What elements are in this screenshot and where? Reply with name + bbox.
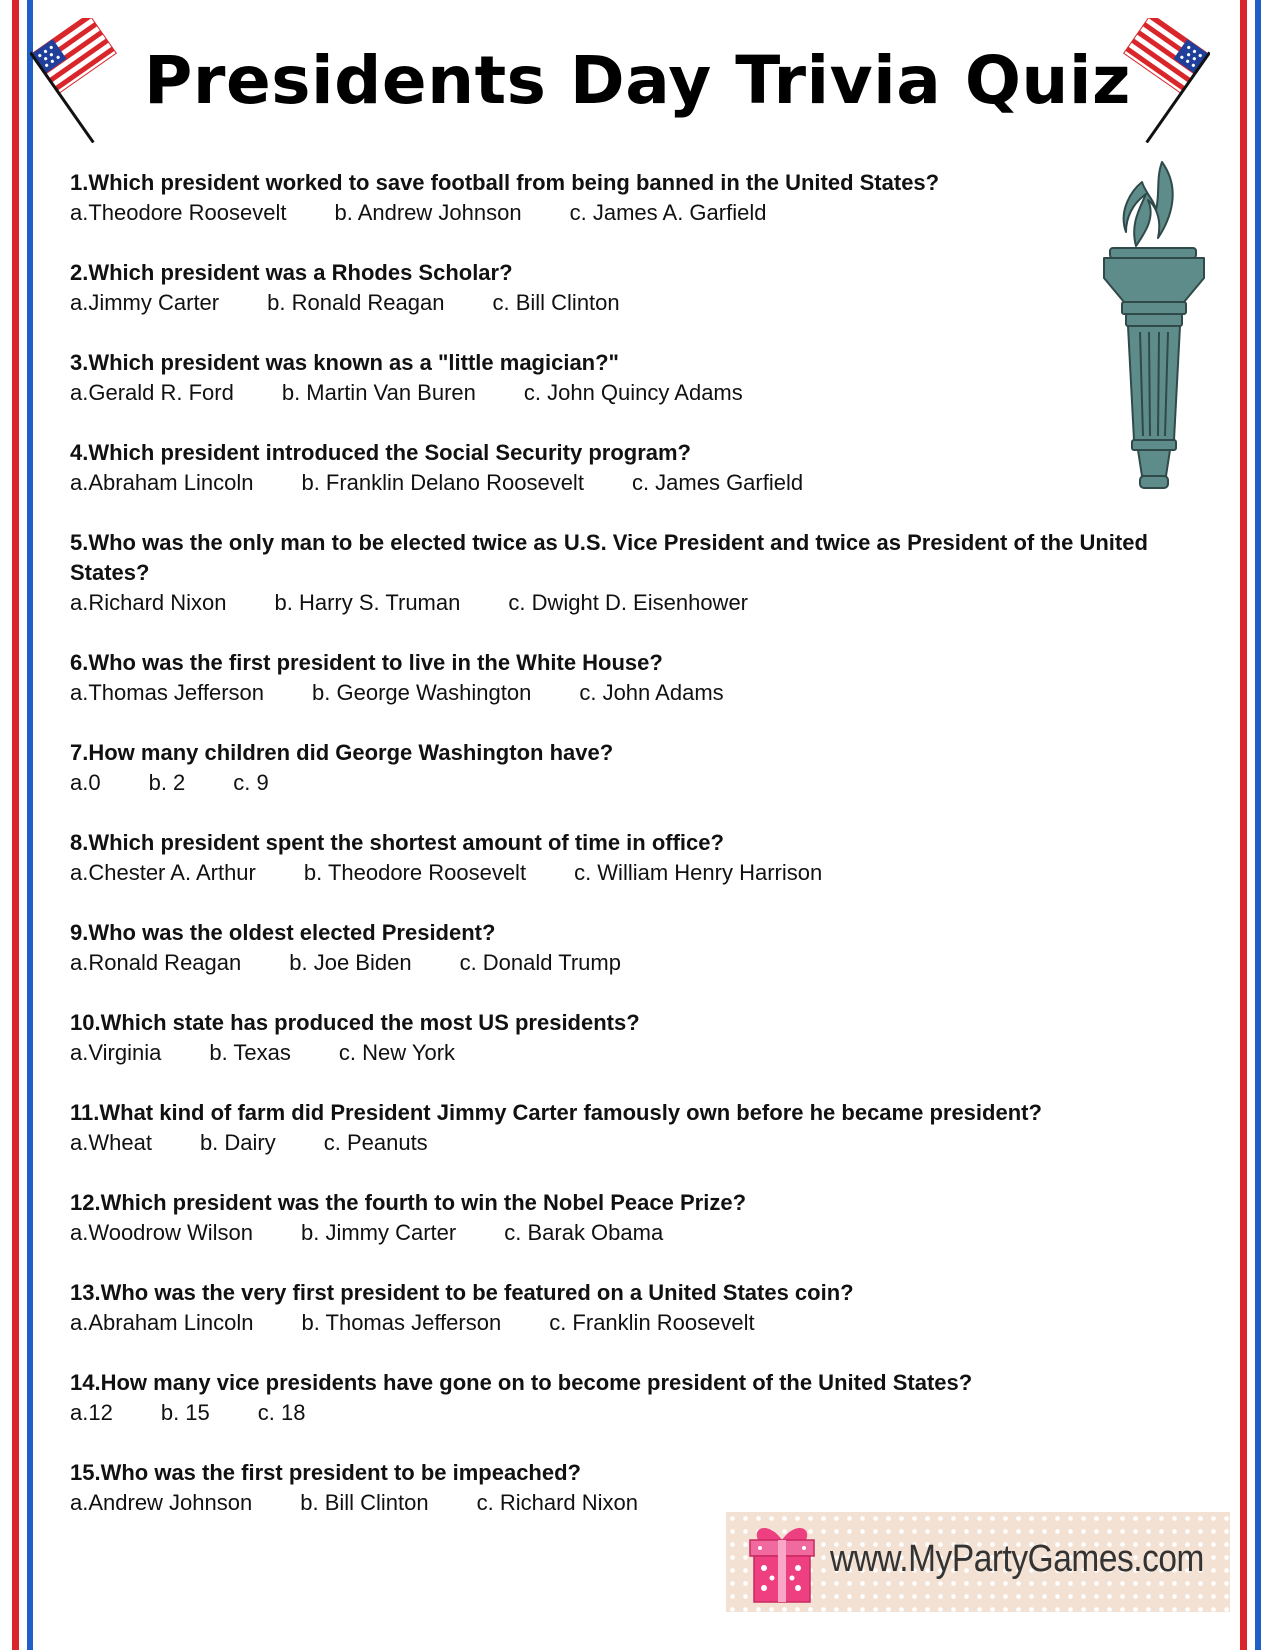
option-b: b. Andrew Johnson	[334, 200, 522, 225]
option-b: b. Joe Biden	[289, 950, 412, 975]
question-text: 9.Who was the oldest elected President?	[70, 920, 496, 945]
option-a: a.Wheat	[70, 1130, 152, 1155]
question-item	[70, 918, 1230, 978]
option-a: a.Chester A. Arthur	[70, 860, 256, 885]
question-item	[70, 738, 1230, 798]
option-b: b. Franklin Delano Roosevelt	[301, 470, 584, 495]
website-banner[interactable]	[726, 1512, 1230, 1612]
option-c: c. 18	[257, 1400, 306, 1425]
option-b: b. Ronald Reagan	[267, 290, 445, 315]
option-c: c. James Garfield	[631, 470, 804, 495]
option-a: a.Jimmy Carter	[70, 290, 220, 315]
question-item	[70, 438, 1230, 498]
option-c: c. John Adams	[579, 680, 724, 705]
right-blue-stripe	[1255, 0, 1261, 1650]
option-a: a.Abraham Lincoln	[70, 1310, 254, 1335]
option-b: b. Jimmy Carter	[301, 1220, 457, 1245]
question-text: 4.Which president introduced the Social Security program?	[70, 440, 691, 465]
question-item	[70, 1188, 1230, 1248]
us-flag-icon	[1100, 18, 1210, 143]
question-item	[70, 648, 1230, 708]
option-a: a.Thomas Jefferson	[70, 680, 265, 705]
question-item	[70, 1098, 1230, 1158]
left-white-stripe	[19, 0, 27, 1650]
question-item	[70, 528, 1230, 618]
website-link[interactable]: www.MyPartyGames.com	[830, 1538, 1204, 1580]
question-item	[70, 1368, 1230, 1428]
option-a: a.Woodrow Wilson	[70, 1220, 253, 1245]
option-b: b. Theodore Roosevelt	[303, 860, 527, 885]
option-c: c. Richard Nixon	[476, 1490, 639, 1515]
question-text: 7.How many children did George Washington have?	[70, 740, 614, 765]
option-a: a.0	[70, 770, 101, 795]
question-list	[70, 168, 1230, 1548]
right-white-stripe	[1247, 0, 1255, 1650]
option-a: a.Andrew Johnson	[70, 1490, 253, 1515]
question-text: 13.Who was the very first president to be featured on a United States coin?	[70, 1280, 854, 1305]
left-blue-stripe	[27, 0, 33, 1650]
option-b: b. Dairy	[199, 1130, 276, 1155]
option-c: c. New York	[338, 1040, 456, 1065]
option-a: a.12	[70, 1400, 113, 1425]
question-text: 1.Which president worked to save football from being banned in the United States?	[70, 170, 940, 195]
option-c: c. 9	[233, 770, 269, 795]
question-item	[70, 828, 1230, 888]
left-red-stripe	[12, 0, 19, 1650]
option-b: b. George Washington	[312, 680, 532, 705]
question-text: 10.Which state has produced the most US presidents?	[70, 1010, 640, 1035]
question-item	[70, 1008, 1230, 1068]
option-c: c. Barak Obama	[504, 1220, 664, 1245]
question-item	[70, 258, 1230, 318]
option-c: c. Dwight D. Eisenhower	[508, 590, 749, 615]
option-c: c. James A. Garfield	[569, 200, 767, 225]
option-a: a.Gerald R. Ford	[70, 380, 234, 405]
option-b: b. Thomas Jefferson	[301, 1310, 502, 1335]
option-b: b. Martin Van Buren	[281, 380, 476, 405]
option-c: c. William Henry Harrison	[574, 860, 823, 885]
option-b: b. 15	[160, 1400, 210, 1425]
option-b: b. Texas	[209, 1040, 291, 1065]
question-item	[70, 168, 1230, 228]
option-a: a.Ronald Reagan	[70, 950, 242, 975]
question-text: 3.Which president was known as a "little magician?"	[70, 350, 619, 375]
question-text: 2.Which president was a Rhodes Scholar?	[70, 260, 513, 285]
option-a: a.Theodore Roosevelt	[70, 200, 287, 225]
option-c: c. Peanuts	[323, 1130, 428, 1155]
question-text: 8.Which president spent the shortest amount of time in office?	[70, 830, 724, 855]
question-text: 15.Who was the first president to be impeached?	[70, 1460, 581, 1485]
option-b: b. Bill Clinton	[300, 1490, 429, 1515]
question-item	[70, 1278, 1230, 1338]
page-title: Presidents Day Trivia Quiz	[144, 42, 1131, 119]
question-text: 14.How many vice presidents have gone on to become president of the United States?	[70, 1370, 973, 1395]
right-red-stripe	[1240, 0, 1247, 1650]
question-item	[70, 1458, 1230, 1518]
question-text: 12.Which president was the fourth to win the Nobel Peace Prize?	[70, 1190, 747, 1215]
question-text: 5.Who was the only man to be elected twice as U.S. Vice President and twice as President of the United States?	[70, 530, 1148, 585]
question-text: 11.What kind of farm did President Jimmy Carter famously own before he became president?	[70, 1100, 1042, 1125]
option-a: a.Richard Nixon	[70, 590, 227, 615]
option-c: c. Franklin Roosevelt	[549, 1310, 755, 1335]
gift-box-icon	[744, 1520, 820, 1606]
question-text: 6.Who was the first president to live in the White House?	[70, 650, 663, 675]
option-c: c. Donald Trump	[459, 950, 621, 975]
option-b: b. Harry S. Truman	[274, 590, 461, 615]
question-item	[70, 348, 1230, 408]
option-a: a.Virginia	[70, 1040, 162, 1065]
option-c: c. John Quincy Adams	[523, 380, 743, 405]
option-c: c. Bill Clinton	[492, 290, 620, 315]
option-b: b. 2	[148, 770, 186, 795]
us-flag-icon	[30, 18, 140, 143]
option-a: a.Abraham Lincoln	[70, 470, 254, 495]
